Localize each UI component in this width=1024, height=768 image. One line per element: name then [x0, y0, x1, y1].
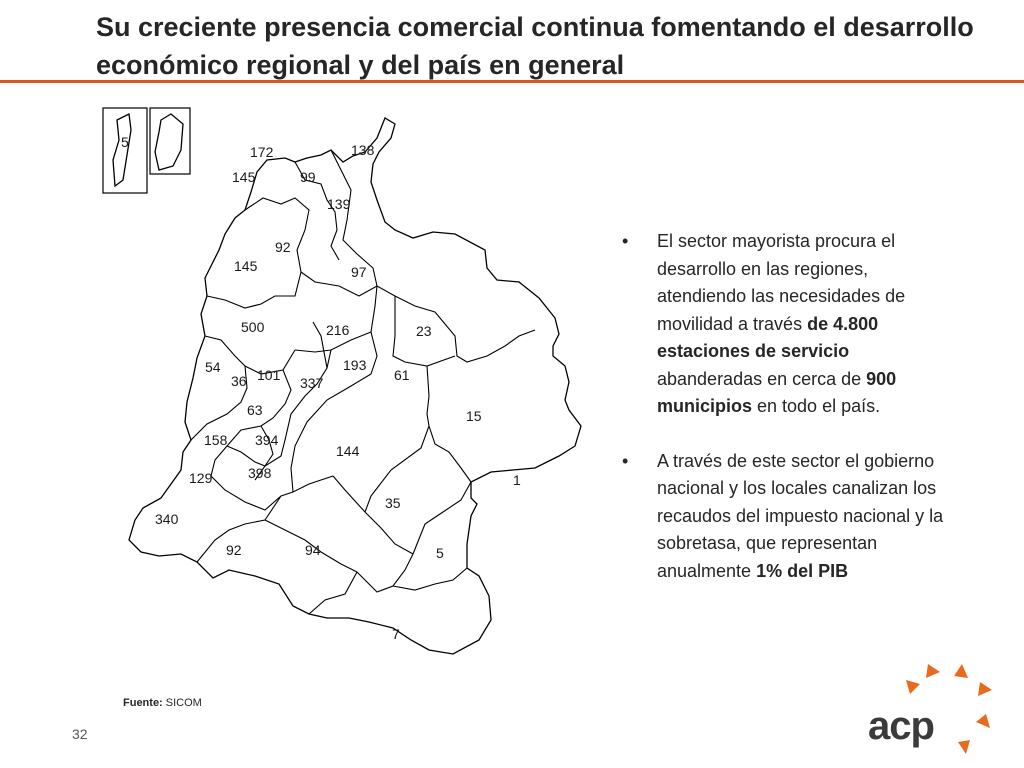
- bullet-text: abanderadas en cerca de: [657, 368, 867, 389]
- colombia-map: [95, 100, 595, 660]
- bullet-item: [622, 448, 952, 586]
- dept-value-label: 172: [250, 144, 274, 160]
- dept-value-label: 97: [351, 264, 367, 280]
- dept-value-label: 144: [336, 443, 360, 459]
- dept-value-label: 158: [204, 432, 228, 448]
- dept-value-label: 139: [327, 196, 351, 212]
- bullet-item: [622, 228, 952, 421]
- page-number: 32: [72, 726, 88, 742]
- bullet-bold-text: de 4.800 estaciones de servicio: [657, 313, 879, 361]
- dept-value-label: 101: [257, 367, 281, 383]
- dept-value-label: 398: [248, 465, 272, 481]
- bullet-text: en todo el país.: [752, 396, 881, 416]
- dept-value-label: 138: [351, 142, 375, 158]
- dept-value-label: 63: [247, 402, 263, 418]
- dept-value-label: 36: [231, 373, 247, 389]
- bullet-bold-text: 900 municipios: [657, 368, 897, 416]
- dept-value-label: 92: [226, 542, 242, 558]
- dept-value-label: 54: [205, 359, 221, 375]
- dept-value-label: 92: [275, 239, 291, 255]
- source-value: SICOM: [162, 697, 202, 709]
- dept-value-label: 23: [416, 323, 432, 339]
- dept-value-label: 216: [326, 322, 350, 338]
- bullet-dot: •: [622, 231, 629, 251]
- source-label: Fuente:: [123, 697, 163, 709]
- dept-value-label: 99: [300, 169, 316, 185]
- source-note: [123, 697, 202, 709]
- country-outline: [129, 118, 581, 654]
- dept-value-label: 7: [392, 626, 400, 642]
- slide-title: Su creciente presencia comercial continua fomentando el desarrollo económico regional y del país en general: [96, 12, 974, 80]
- dept-value-label: 1: [513, 472, 521, 488]
- dept-value-label: 337: [300, 375, 324, 391]
- acp-logo-text: acp: [868, 704, 934, 748]
- dept-value-label: 394: [255, 432, 279, 448]
- bullet-list: [622, 228, 952, 612]
- bullet-text: A través de este sector el gobierno nacional y los locales canalizan los recaudos del impuesto nacional y la sobretasa, que representan anualmente: [657, 450, 944, 581]
- dept-value-label: 129: [189, 470, 213, 486]
- inset-value-label: 5: [121, 134, 129, 150]
- dept-value-label: 15: [466, 408, 482, 424]
- dept-value-label: 145: [234, 258, 258, 274]
- bullet-text: El sector mayorista procura el desarrollo en las regiones, atendiendo las necesidades de movilidad a través: [657, 231, 906, 334]
- bullet-dot: •: [622, 450, 629, 471]
- dept-value-label: 500: [241, 319, 265, 335]
- dept-value-label: 5: [436, 545, 444, 561]
- dept-value-label: 193: [343, 357, 367, 373]
- bullet-bold-text: 1% del PIB: [756, 560, 849, 581]
- title-divider: [0, 80, 1024, 83]
- dept-value-label: 35: [385, 495, 401, 511]
- dept-value-label: 340: [155, 511, 179, 527]
- dept-value-label: 61: [394, 367, 410, 383]
- dept-value-label: 145: [232, 169, 256, 185]
- dept-value-label: 94: [305, 542, 321, 558]
